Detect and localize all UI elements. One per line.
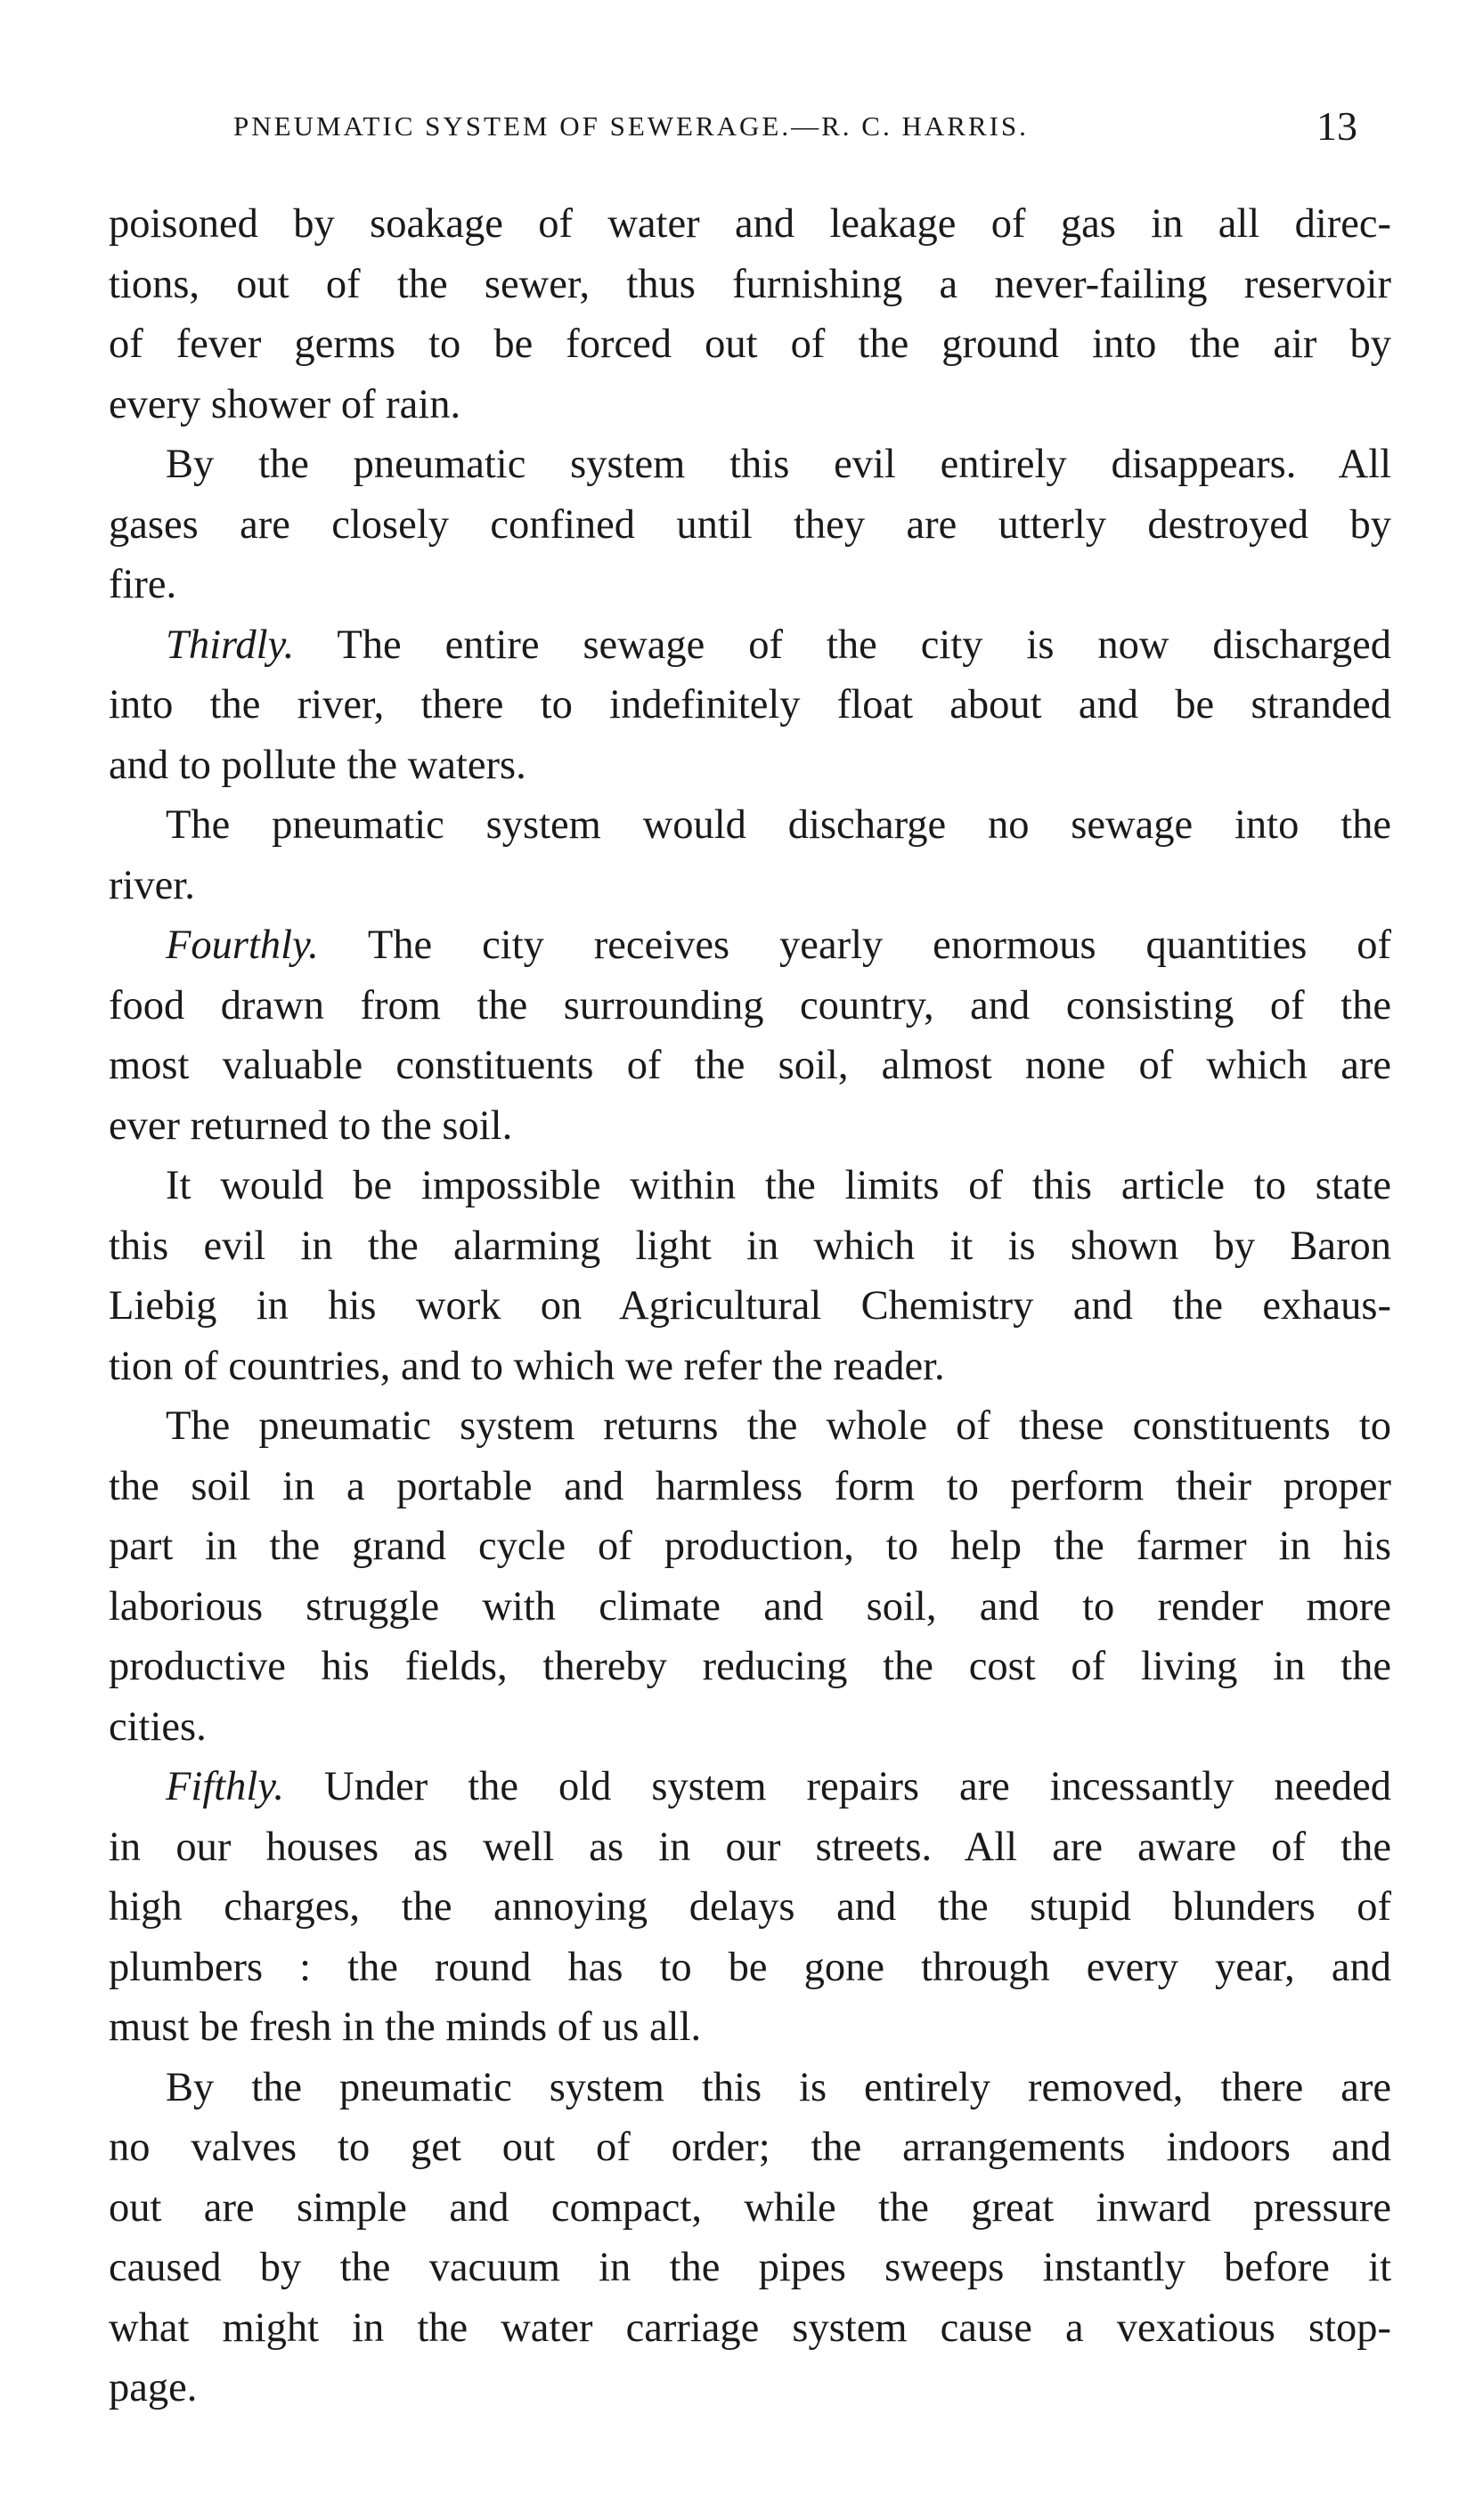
text-line: By the pneumatic system this evil entirely disappears. All: [166, 442, 1391, 487]
paragraph: [109, 2058, 1391, 2418]
text-line: this evil in the alarming light in which it is shown by Baron: [109, 1223, 1391, 1269]
text-line: It would be impossible within the limits of this article to state: [166, 1163, 1391, 1208]
text-line: into the river, there to indefinitely float about and be stranded: [109, 682, 1391, 728]
text-line: tion of countries, and to which we refer the reader.: [109, 1343, 945, 1389]
text-line: The pneumatic system would discharge no sewage into the: [166, 802, 1391, 848]
text-line-rest: Under the old system repairs are incessantly needed: [324, 1764, 1391, 1809]
section-lead: Thirdly.: [166, 622, 295, 668]
page-number: 13: [1316, 103, 1357, 149]
text-line: in our houses as well as in our streets. All are aware of the: [109, 1824, 1391, 1870]
text-line: food drawn from the surrounding country, and consisting of the: [109, 982, 1391, 1028]
paragraph: [109, 435, 1391, 615]
text-line: cities.: [109, 1703, 207, 1750]
text-line: and to pollute the waters.: [109, 742, 526, 788]
text-line: no valves to get out of order; the arrangements indoors and: [109, 2125, 1391, 2170]
text-line-rest: The entire sewage of the city is now discharged: [337, 622, 1391, 668]
text-line: high charges, the annoying delays and the stupid blunders of: [109, 1884, 1391, 1930]
text-line: productive his fields, thereby reducing the cost of living in the: [109, 1644, 1391, 1689]
text-line: The pneumatic system returns the whole of these constituents to: [166, 1403, 1391, 1449]
text-line: [109, 1757, 1391, 1817]
text-line: [109, 615, 1391, 676]
paragraph: [109, 1757, 1391, 2058]
paragraph: [109, 1396, 1391, 1757]
text-line: out are simple and compact, while the great inward pressure: [109, 2184, 1391, 2231]
text-line: Liebig in his work on Agricultural Chemistry and the exhaus-: [109, 1283, 1391, 1329]
text-line: gases are closely confined until they are utterly destroyed by: [109, 501, 1391, 548]
text-line: plumbers : the round has to be gone through every year, and: [109, 1944, 1391, 1990]
text-line: laborious struggle with climate and soil, and to render more: [109, 1583, 1391, 1630]
section-lead: Fourthly.: [166, 923, 319, 968]
text-line: caused by the vacuum in the pipes sweeps instantly before it: [109, 2245, 1391, 2290]
running-head: [0, 100, 1483, 153]
text-line: By the pneumatic system this is entirely removed, there are: [166, 2064, 1391, 2110]
paragraph: [109, 615, 1391, 796]
paragraph: [109, 194, 1391, 435]
paragraph: [109, 795, 1391, 915]
paragraph: [109, 915, 1391, 1156]
text-line: the soil in a portable and harmless form to perform their proper: [109, 1463, 1391, 1509]
text-line: tions, out of the sewer, thus furnishing a never-failing reservoir: [109, 261, 1391, 307]
text-line: of fever germs to be forced out of the ground into the air by: [109, 321, 1391, 367]
text-line: what might in the water carriage system cause a vexatious stop-: [109, 2305, 1391, 2351]
text-line: most valuable constituents of the soil, almost none of which are: [109, 1043, 1391, 1088]
text-line-rest: The city receives yearly enormous quantities of: [367, 923, 1391, 968]
text-line: part in the grand cycle of production, to help the farmer in his: [109, 1524, 1391, 1569]
text-line: every shower of rain.: [109, 381, 461, 427]
text-line: poisoned by soakage of water and leakage of gas in all direc-: [109, 201, 1391, 247]
text-line: fire.: [109, 562, 177, 607]
running-title: PNEUMATIC SYSTEM OF SEWERAGE.—R. C. HARRIS.: [233, 110, 1029, 142]
text-line: ever returned to the soil.: [109, 1102, 513, 1149]
section-lead: Fifthly.: [166, 1764, 285, 1809]
text-line: must be fresh in the minds of us all.: [109, 2004, 702, 2050]
body-text: [109, 194, 1391, 2418]
paragraph: [109, 1156, 1391, 1396]
text-line: [109, 915, 1391, 976]
text-line: page.: [109, 2365, 198, 2410]
text-line: river.: [109, 862, 195, 908]
